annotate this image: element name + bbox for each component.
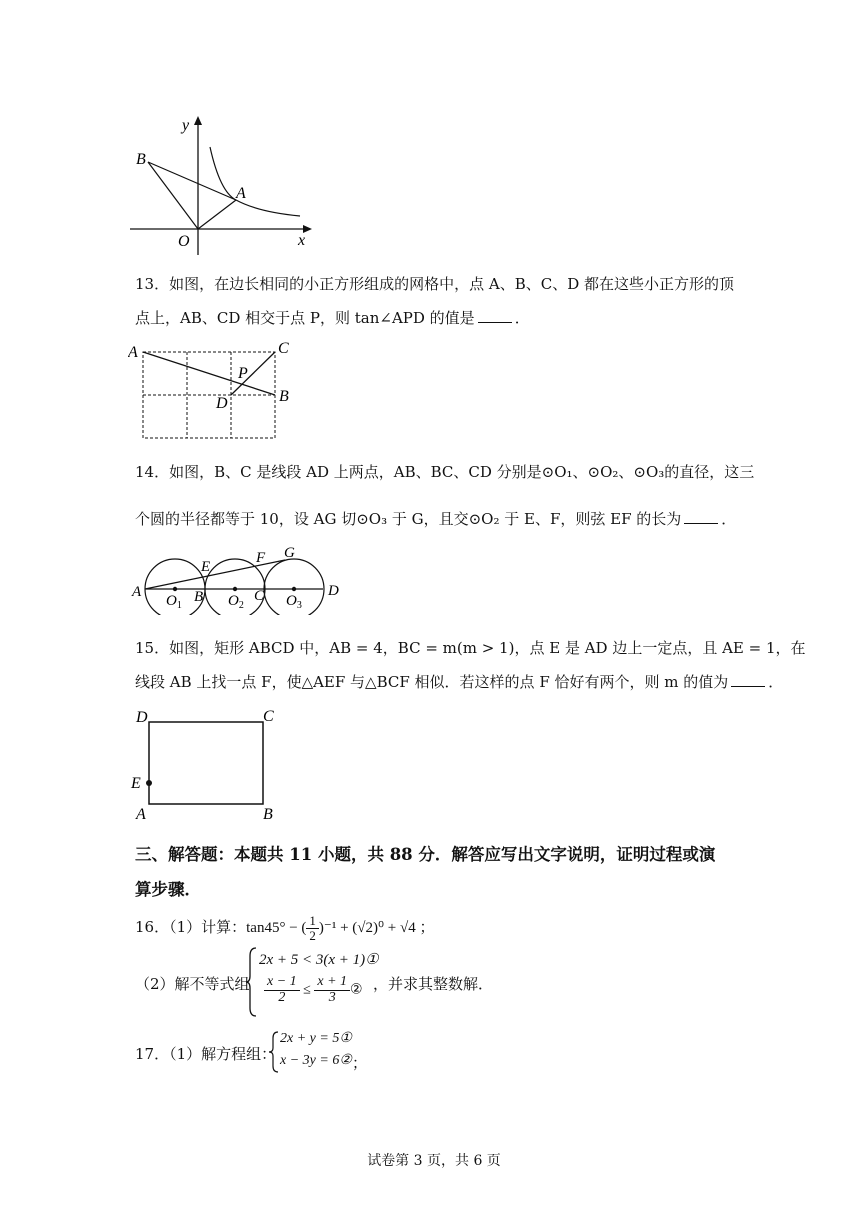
- label-y: y: [182, 117, 190, 134]
- q13-label-d: D: [216, 395, 228, 412]
- q13-text2: 点上，AB、CD 相交于点 P，则 tan∠APD 的值是: [135, 309, 475, 327]
- q14-label-g: G: [284, 545, 295, 561]
- figure-q13-grid: [128, 338, 298, 442]
- q13-text1: 如图，在边长相同的小正方形组成的网格中，点 A、B、C、D 都在这些小正方形的顶: [169, 275, 734, 293]
- q15-text2: 线段 AB 上找一点 F，使△AEF 与△BCF 相似．若这样的点 F 恰好有两个，则 m 的值为: [135, 673, 729, 691]
- q14-label-o1: $O_1$: [166, 593, 182, 611]
- answer-blank: [731, 686, 765, 687]
- ineq2-operator: ≤: [303, 982, 311, 998]
- q16-part2-label: （2）解不等式组: [135, 975, 250, 993]
- brace-icon: [245, 946, 259, 1018]
- q15-label-e: E: [131, 775, 141, 792]
- q14-label-o2: $O_2$: [228, 593, 244, 611]
- figure-q12-graph: [128, 112, 318, 257]
- q14-label-b: B: [194, 589, 204, 605]
- page-footer: 试卷第 3 页，共 6 页: [367, 1153, 501, 1169]
- q17-tail: ；: [352, 1054, 368, 1072]
- q14-number: 14．: [135, 463, 170, 481]
- q15-line2: [135, 671, 783, 692]
- q15-number: 15．: [135, 639, 170, 657]
- q14-period: ．: [721, 510, 737, 528]
- figure-q15-rectangle: [128, 705, 283, 823]
- figure-q14-circles: [130, 540, 345, 615]
- q15-label-d: D: [136, 709, 148, 726]
- q13-line2: [135, 307, 530, 328]
- section-3-heading-line2: 算步骤．: [135, 880, 201, 899]
- q16-part2-tail: ，并求其整数解．: [373, 975, 494, 993]
- ineq2-tag: ②: [350, 982, 363, 998]
- q16-part1: [135, 910, 434, 945]
- q17-label: [135, 1043, 276, 1064]
- label-b: B: [136, 151, 146, 168]
- q13-line1: [135, 273, 734, 294]
- q13-label-b: B: [279, 388, 289, 405]
- q15-line1: [135, 637, 806, 658]
- q17-number: 17．: [135, 1045, 170, 1063]
- label-a: A: [236, 185, 246, 202]
- answer-blank: [684, 523, 718, 524]
- ineq2-right-den: 3: [328, 989, 336, 1005]
- q16-inequality-1: 2x + 5 < 3(x + 1)①: [259, 952, 379, 968]
- q17-equation-1: 2x + y = 5①: [280, 1031, 352, 1046]
- q14-label-d: D: [328, 583, 339, 599]
- q15-label-c: C: [263, 708, 274, 725]
- q14-line2: [135, 508, 736, 529]
- frac-den: 2: [309, 927, 316, 943]
- q13-number: 13．: [135, 275, 170, 293]
- q14-text2: 个圆的半径都等于 10，设 AG 切⊙O₃ 于 G，且交⊙O₂ 于 E、F，则弦 EF 的长为: [135, 510, 682, 528]
- q16-expr-b: )⁻¹ + (√2)⁰ + √4 ；: [318, 920, 435, 936]
- ineq2-right-frac: [314, 975, 350, 1005]
- q14-text1: 如图，B、C 是线段 AD 上两点，AB、BC、CD 分别是⊙O₁、⊙O₂、⊙O₃的直径，这三: [169, 463, 755, 481]
- q17-equation-2: x − 3y = 6②: [280, 1053, 352, 1068]
- section-3-heading-line1: 三、解答题：本题共 11 小题，共 88 分．解答应写出文字说明，证明过程或演: [135, 845, 716, 864]
- q16-part1-label: （1）计算：: [169, 918, 247, 936]
- q14-label-e: E: [201, 559, 211, 575]
- label-o: O: [178, 233, 190, 250]
- q14-line1: [135, 461, 754, 482]
- ineq2-right-num: x + 1: [314, 975, 350, 991]
- label-x: x: [298, 232, 306, 249]
- ineq2-left-num: x − 1: [264, 975, 300, 991]
- q13-period: ．: [514, 309, 530, 327]
- q13-label-p: P: [238, 365, 248, 382]
- answer-blank: [478, 322, 512, 323]
- q16-inequality-2: [264, 975, 363, 1005]
- brace-icon: [268, 1030, 280, 1074]
- q14-label-o3: $O_3$: [286, 593, 302, 611]
- q13-label-c: C: [278, 340, 289, 357]
- q13-label-a: A: [128, 344, 138, 361]
- q14-label-c: C: [254, 588, 265, 604]
- ineq2-left-den: 2: [278, 989, 286, 1005]
- q16-expr-a: tan45° − (: [246, 920, 307, 936]
- q15-label-a: A: [136, 806, 146, 823]
- ineq2-left-frac: [264, 975, 300, 1005]
- q16-number: 16．: [135, 918, 170, 936]
- q14-label-a: A: [132, 584, 142, 600]
- q17-part1-label: （1）解方程组：: [169, 1045, 277, 1063]
- frac-num: 1: [306, 914, 319, 929]
- q15-text1: 如图，矩形 ABCD 中，AB = 4，BC = m(m > 1)，点 E 是 AD 边上一定点，且 AE = 1，在: [169, 639, 806, 657]
- q15-label-b: B: [263, 806, 273, 823]
- q16-fraction: [306, 914, 319, 942]
- q15-period: ．: [768, 673, 784, 691]
- q14-label-f: F: [256, 550, 266, 566]
